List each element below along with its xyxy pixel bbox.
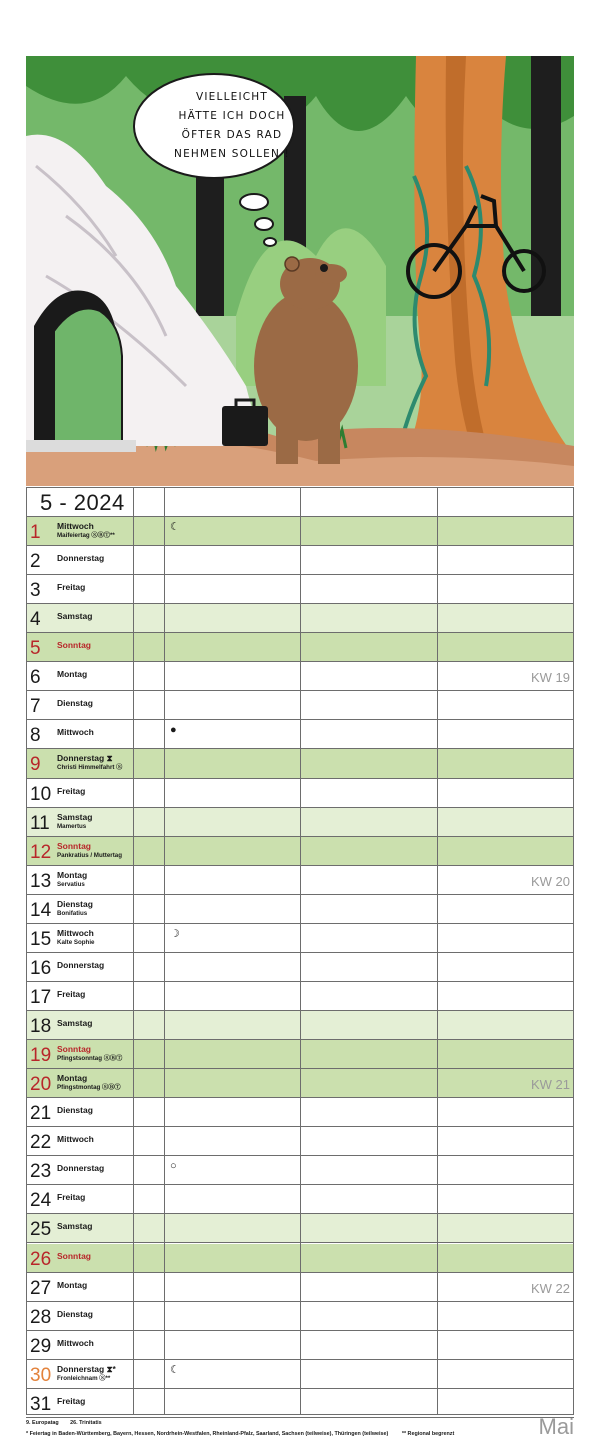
day-number: 4 — [30, 609, 41, 631]
weekday-name: Mittwoch — [57, 521, 94, 531]
weekday-name: Freitag — [57, 1395, 86, 1406]
weekday-name: Samstag — [57, 811, 93, 822]
weekday-name: Sonntag — [57, 1044, 91, 1055]
weekday-name: Dienstag — [57, 698, 93, 709]
column-divider — [300, 487, 301, 1415]
footnote-holidays — [26, 1431, 454, 1437]
day-number: 30 — [30, 1364, 52, 1386]
day-number: 23 — [30, 1161, 52, 1183]
column-divider — [133, 487, 134, 1415]
day-holiday-note: Mamertus — [57, 822, 87, 830]
footnote-observances — [26, 1420, 102, 1426]
footnote-item: ** Regional begrenzt — [401, 1431, 455, 1437]
weekday-name: Freitag — [57, 1192, 86, 1203]
day-number: 18 — [30, 1016, 52, 1038]
day-holiday-note: Pfingstsonntag ⓈⒷⓉ — [57, 1055, 123, 1063]
weekday-name: Montag — [57, 869, 88, 880]
day-number: 31 — [30, 1393, 52, 1415]
day-number: 7 — [30, 696, 41, 718]
weekday-name: Mittwoch — [57, 1337, 94, 1348]
bubble-line: HÄTTE ICH DOCH — [178, 110, 286, 122]
weekday-name: Donnerstag — [57, 1163, 105, 1174]
weekday-name: Dienstag — [57, 898, 93, 909]
day-number: 29 — [30, 1335, 52, 1357]
day-number: 16 — [30, 957, 52, 979]
day-number: 9 — [30, 754, 41, 776]
weekday-name: Donnerstag — [57, 959, 105, 970]
column-divider — [437, 487, 438, 1415]
weekday-name: Montag — [57, 669, 88, 680]
weekday-name: Mittwoch — [57, 1134, 94, 1145]
day-number: 14 — [30, 899, 52, 921]
weekday-name: Montag — [57, 1279, 88, 1290]
day-number: 24 — [30, 1190, 52, 1212]
day-number: 13 — [30, 870, 52, 892]
day-holiday-note: Christi Himmelfahrt Ⓢ — [57, 764, 123, 772]
moon-phase-icon: ○ — [170, 1160, 177, 1173]
day-holiday-note: Maifeiertag ⓈⒷⓉ** — [57, 532, 115, 539]
weekday-name: Dienstag — [57, 1105, 93, 1116]
calendar-week-label: KW 19 — [530, 670, 570, 686]
calendar-illustration — [26, 56, 574, 486]
day-number: 25 — [30, 1219, 52, 1241]
bubble-line: NEHMEN SOLLEN ! — [174, 148, 290, 160]
day-holiday-note: Kalte Sophie — [57, 938, 95, 946]
footnote-item: 26. Trinitatis — [70, 1420, 102, 1426]
day-number: 15 — [30, 928, 52, 950]
bubble-line: ÖFTER DAS RAD — [181, 129, 283, 141]
weekday-name: Freitag — [57, 582, 86, 593]
weekday-name: Mittwoch — [57, 727, 94, 738]
weekday-name: Dienstag — [57, 1308, 93, 1319]
calendar-week-label: KW 20 — [530, 873, 570, 889]
weekday-name: Donnerstag — [57, 553, 105, 564]
day-number: 19 — [30, 1045, 52, 1067]
day-number: 12 — [30, 841, 52, 863]
day-number: 2 — [30, 551, 41, 573]
day-number: 26 — [30, 1248, 52, 1270]
moon-phase-icon: ● — [170, 724, 177, 737]
calendar-week-label: KW 22 — [530, 1280, 570, 1296]
weekday-name: Samstag — [57, 1221, 93, 1232]
day-holiday-note: Pfingstmontag ⓈⒷⓉ — [57, 1084, 121, 1092]
weekday-name: Donnerstag ⧗ — [57, 753, 113, 764]
day-number: 5 — [30, 638, 41, 660]
moon-phase-icon: ☽ — [170, 927, 180, 940]
month-year-title: 5 - 2024 — [40, 490, 125, 515]
weekday-name: Donnerstag ⧗* — [57, 1363, 116, 1374]
weekday-name: Freitag — [57, 988, 86, 999]
weekday-name: Montag — [57, 1073, 88, 1084]
weekday-name: Mittwoch — [57, 927, 94, 938]
day-holiday-note: Pankratius / Muttertag — [57, 851, 122, 859]
thought-bubble-text — [166, 88, 298, 164]
day-number: 1 — [30, 522, 41, 543]
day-number: 6 — [30, 667, 41, 689]
day-number: 28 — [30, 1306, 52, 1328]
calendar-grid — [26, 487, 574, 1415]
day-holiday-note: Fronleichnam Ⓢ** — [57, 1374, 111, 1382]
weekday-name: Sonntag — [57, 640, 91, 651]
day-number: 17 — [30, 986, 52, 1008]
weekday-name: Sonntag — [57, 840, 91, 851]
bear-forest-illustration — [26, 56, 574, 486]
weekday-name: Samstag — [57, 1018, 93, 1029]
moon-phase-icon: ☾ — [170, 521, 180, 533]
calendar-week-label: KW 21 — [530, 1077, 570, 1093]
day-number: 21 — [30, 1103, 52, 1125]
day-number: 10 — [30, 783, 52, 805]
day-number: 3 — [30, 580, 41, 602]
footnote-item: * Feiertag in Baden-Württemberg, Bayern, Hessen, Nordrhein-Westfalen, Rheinland-Pfalz, Saarland, Sachsen (teilweise), Thüringen (teilweise) — [26, 1431, 389, 1437]
day-number: 8 — [30, 725, 41, 747]
day-number: 27 — [30, 1277, 52, 1299]
day-number: 20 — [30, 1074, 52, 1096]
column-divider — [164, 487, 165, 1415]
day-number: 11 — [30, 812, 50, 834]
day-holiday-note: Bonifatius — [57, 909, 88, 917]
moon-phase-icon: ☾ — [170, 1363, 180, 1376]
weekday-name: Sonntag — [57, 1250, 91, 1261]
weekday-name: Samstag — [57, 611, 93, 622]
day-number: 22 — [30, 1132, 52, 1154]
weekday-name: Freitag — [57, 785, 86, 796]
day-holiday-note: Servatius — [57, 880, 85, 888]
month-name-label: Mai — [538, 1414, 574, 1439]
footnote-item: 9. Europatag — [26, 1420, 59, 1426]
bubble-line: VIELLEICHT — [196, 91, 268, 103]
